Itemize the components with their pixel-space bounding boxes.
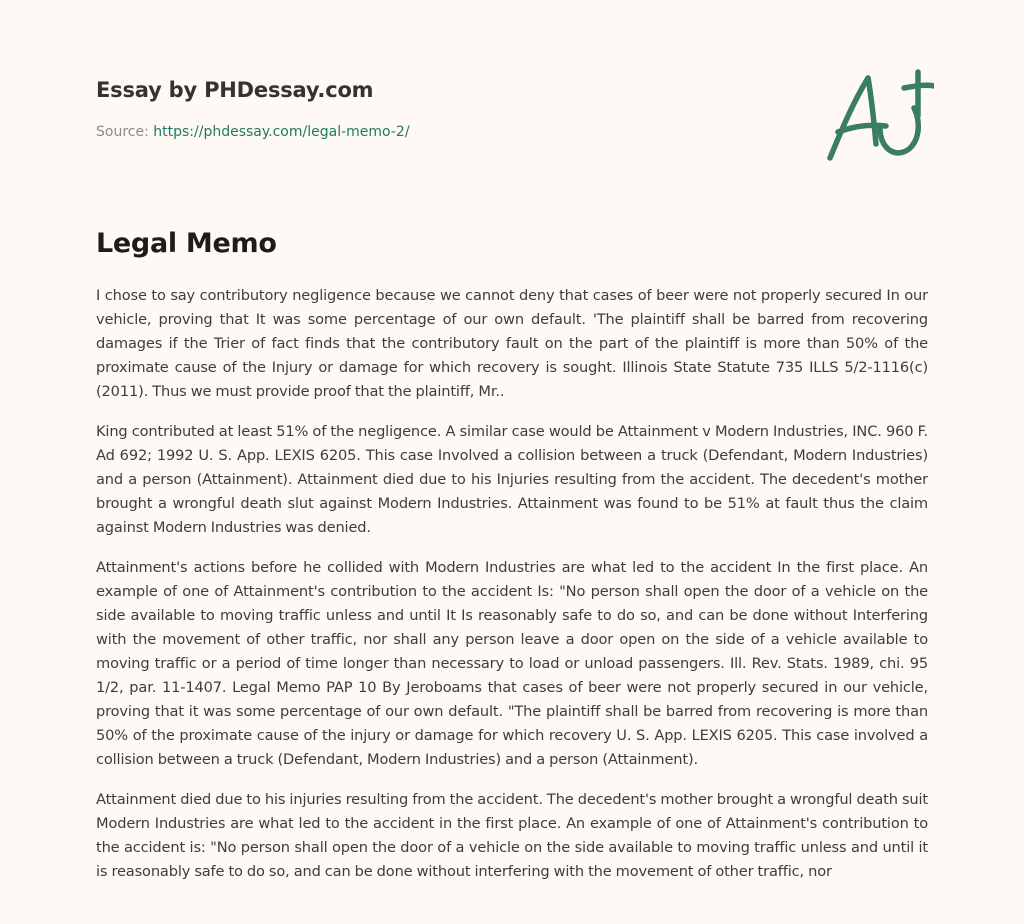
- a-plus-grade-icon: [818, 66, 934, 170]
- brand-title: Essay by PHDessay.com: [96, 78, 374, 102]
- document-title: Legal Memo: [96, 228, 277, 259]
- source-label: Source:: [96, 124, 154, 140]
- paragraph-3: Attainment's actions before he collided with Modern Industries are what led to the accident In the first place. An example of one of Attainment's contribution to the accident Is: "No person shall open the door of a vehicle on the side available to moving traffic unless and until It Is reasonably safe to do so, and can be done without Interfering with the movement of other traffic, nor shall any person leave a door open on the side of a vehicle available to moving traffic or a period of time longer than necessary to load or unload passengers. Ill. Rev. Stats. 1989, chi. 95 1/2, par. 11-1407. Legal Memo PAP 10 By Jeroboams that cases of beer were not properly secured in our vehicle, proving that it was some percentage of our own default. "The plaintiff shall be barred from recovering is more than 50% of the proximate cause of the injury or damage for which recovery U. S. App. LEXIS 6205. This case involved a collision between a truck (Defendant, Modern Industries) and a person (Attainment).: [96, 559, 928, 768]
- source-link[interactable]: https://phdessay.com/legal-memo-2/: [153, 124, 410, 140]
- paragraph-2: King contributed at least 51% of the negligence. A similar case would be Attainment v Modern Industries, INC. 960 F. Ad 692; 1992 U. S. App. LEXIS 6205. This case Involved a collision between a truck (Defendant, Modern Industries) and a person (Attainment). Attainment died due to his Injuries resulting from the accident. The decedent's mother brought a wrongful death slut against Modern Industries. Attainment was found to be 51% at fault thus the claim against Modern Industries was denied.: [96, 423, 928, 536]
- source-line: [96, 122, 928, 142]
- paragraph-1: I chose to say contributory negligence because we cannot deny that cases of beer were not properly secured In our vehicle, proving that It was some percentage of our own default. 'The plaintiff shall be barred from recovering damages if the Trier of fact finds that the contributory fault on the part of the plaintiff is more than 50% of the proximate cause of the Injury or damage for which recovery is sought. Illinois State Statute 735 ILLS 5/2-1116(c) (2011). Thus we must provide proof that the plaintiff, Mr..: [96, 287, 928, 400]
- page-header: [96, 76, 928, 142]
- essay-body: [96, 284, 928, 900]
- paragraph-4: Attainment died due to his injuries resulting from the accident. The decedent's mother brought a wrongful death suit Modern Industries are what led to the accident in the first place. An example of one of Attainment's contribution to the accident is: "No person shall open the door of a vehicle on the side available to moving traffic unless and until it is reasonably safe to do so, and can be done without interfering with the movement of other traffic, nor: [96, 791, 928, 880]
